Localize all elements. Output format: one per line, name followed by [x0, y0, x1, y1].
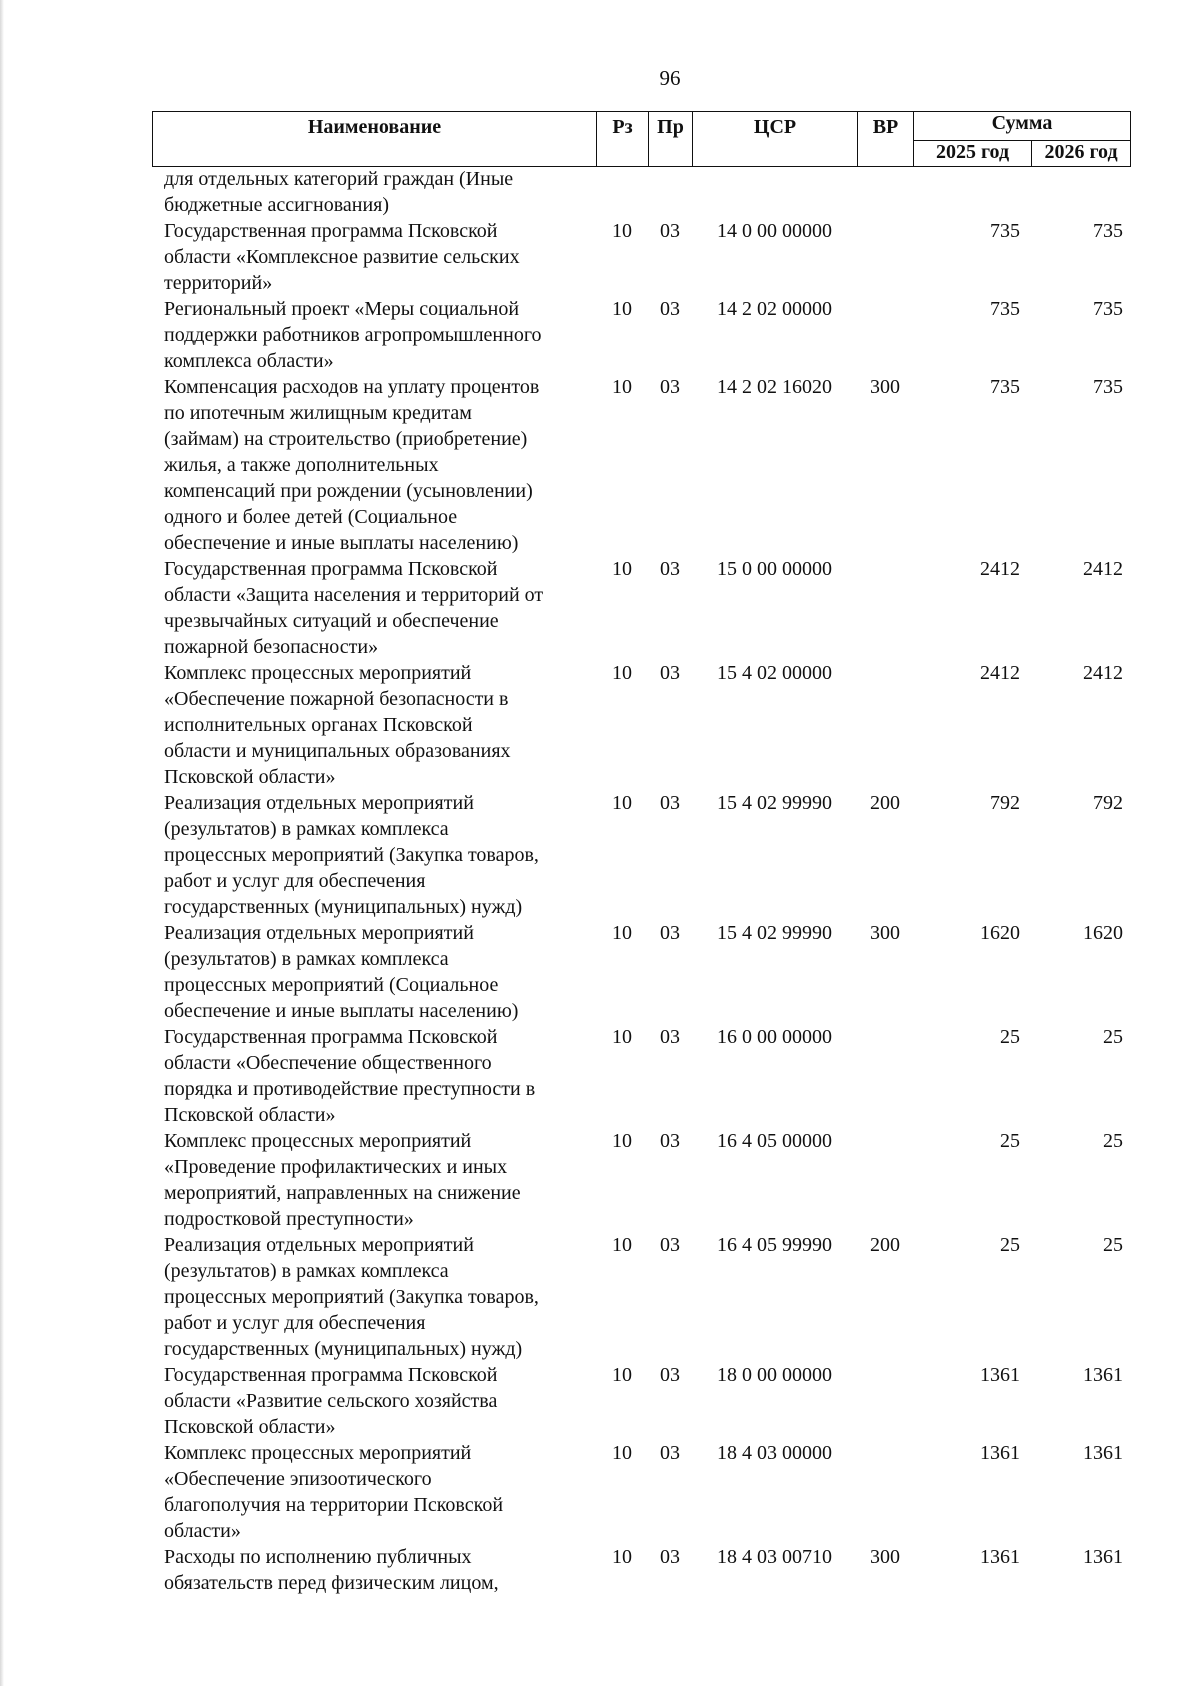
row-name-line: (займам) на строительство (приобретение) — [164, 428, 528, 450]
row-name-line: бюджетные ассигнования) — [164, 194, 390, 216]
row-sum-2025: 25 — [1000, 1130, 1020, 1152]
row-name — [152, 1128, 596, 1232]
row-name — [152, 1024, 596, 1128]
row-vr: 300 — [870, 1546, 900, 1568]
row-name-line: (результатов) в рамках комплекса — [164, 818, 449, 840]
row-name-line: территорий» — [164, 272, 273, 294]
row-name-line: Государственная программа Псковской — [164, 220, 498, 242]
row-name-line: одного и более детей (Социальное — [164, 506, 458, 528]
row-vr: 300 — [870, 376, 900, 398]
row-sum-2025: 735 — [990, 298, 1020, 320]
row-pr: 03 — [660, 1442, 680, 1464]
row-name-line: области и муниципальных образованиях — [164, 740, 511, 762]
table-row — [152, 1024, 1130, 1128]
row-name-line: Псковской области» — [164, 766, 336, 788]
row-pr: 03 — [660, 376, 680, 398]
row-rz: 10 — [612, 1234, 632, 1256]
row-rz: 10 — [612, 922, 632, 944]
row-name — [152, 218, 596, 296]
row-name — [152, 920, 596, 1024]
row-name-line: поддержки работников агропромышленного — [164, 324, 542, 346]
row-name-line: Компенсация расходов на уплату процентов — [164, 376, 540, 398]
row-name-line: Комплекс процессных мероприятий — [164, 662, 472, 684]
row-name — [152, 790, 596, 920]
row-name-line: Псковской области» — [164, 1416, 336, 1438]
row-pr: 03 — [660, 662, 680, 684]
table-row — [152, 374, 1130, 556]
row-name-line: «Проведение профилактических и иных — [164, 1156, 508, 1178]
row-rz: 10 — [612, 1546, 632, 1568]
row-sum-2025: 735 — [990, 376, 1020, 398]
header-year-2026: 2026 год — [1032, 141, 1131, 167]
row-name-line: процессных мероприятий (Закупка товаров, — [164, 844, 539, 866]
header-vr: ВР — [858, 112, 914, 167]
header-pr: Пр — [649, 112, 693, 167]
row-sum-2025: 2412 — [980, 558, 1020, 580]
row-name — [152, 296, 596, 374]
row-vr: 200 — [870, 792, 900, 814]
row-rz: 10 — [612, 1442, 632, 1464]
row-name-line: Комплекс процессных мероприятий — [164, 1130, 472, 1152]
row-rz: 10 — [612, 792, 632, 814]
row-name — [152, 556, 596, 660]
row-sum-2026: 792 — [1093, 792, 1123, 814]
header-csr: ЦСР — [693, 112, 858, 167]
row-name-line: процессных мероприятий (Социальное — [164, 974, 499, 996]
table-row — [152, 296, 1130, 374]
row-rz: 10 — [612, 1026, 632, 1048]
table-row — [152, 1128, 1130, 1232]
row-pr: 03 — [660, 220, 680, 242]
scan-edge — [0, 0, 4, 1686]
row-name — [152, 374, 596, 556]
page-number: 96 — [659, 66, 681, 90]
row-pr: 03 — [660, 1026, 680, 1048]
row-name-line: подростковой преступности» — [164, 1208, 414, 1230]
row-sum-2026: 25 — [1103, 1026, 1123, 1048]
row-pr: 03 — [660, 1130, 680, 1152]
row-csr: 18 4 03 00710 — [717, 1546, 832, 1568]
row-pr: 03 — [660, 922, 680, 944]
row-sum-2026: 1620 — [1083, 922, 1123, 944]
row-csr: 16 4 05 99990 — [717, 1234, 832, 1256]
row-name-line: «Обеспечение эпизоотического — [164, 1468, 432, 1490]
row-sum-2026: 735 — [1093, 376, 1123, 398]
row-name-line: Государственная программа Псковской — [164, 558, 498, 580]
row-name-line: Комплекс процессных мероприятий — [164, 1442, 472, 1464]
row-sum-2025: 735 — [990, 220, 1020, 242]
row-name-line: по ипотечным жилищным кредитам — [164, 402, 472, 424]
row-sum-2025: 792 — [990, 792, 1020, 814]
row-name-line: Псковской области» — [164, 1104, 336, 1126]
row-rz: 10 — [612, 376, 632, 398]
table-row — [152, 218, 1130, 296]
row-name — [152, 1232, 596, 1362]
table-row — [152, 1440, 1130, 1544]
table-row — [152, 166, 1130, 218]
row-name-line: работ и услуг для обеспечения — [164, 870, 426, 892]
row-name-line: Государственная программа Псковской — [164, 1026, 498, 1048]
row-name-line: обеспечение и иные выплаты населению) — [164, 532, 519, 554]
row-vr: 200 — [870, 1234, 900, 1256]
row-csr: 15 4 02 99990 — [717, 792, 832, 814]
row-csr: 14 2 02 00000 — [717, 298, 832, 320]
row-sum-2025: 1361 — [980, 1546, 1020, 1568]
row-csr: 15 0 00 00000 — [717, 558, 832, 580]
row-name-line: Реализация отдельных мероприятий — [164, 792, 474, 814]
row-sum-2026: 25 — [1103, 1130, 1123, 1152]
row-name — [152, 166, 596, 218]
row-name — [152, 1544, 596, 1596]
row-name-line: работ и услуг для обеспечения — [164, 1312, 426, 1334]
row-name-line: Реализация отдельных мероприятий — [164, 1234, 474, 1256]
row-sum-2026: 1361 — [1083, 1364, 1123, 1386]
row-name-line: для отдельных категорий граждан (Иные — [164, 168, 514, 190]
header-name: Наименование — [153, 112, 597, 167]
row-sum-2025: 25 — [1000, 1234, 1020, 1256]
row-sum-2025: 1620 — [980, 922, 1020, 944]
row-pr: 03 — [660, 558, 680, 580]
row-sum-2026: 735 — [1093, 298, 1123, 320]
row-rz: 10 — [612, 558, 632, 580]
row-name-line: процессных мероприятий (Закупка товаров, — [164, 1286, 539, 1308]
row-sum-2026: 735 — [1093, 220, 1123, 242]
row-name-line: комплекса области» — [164, 350, 334, 372]
row-name-line: «Обеспечение пожарной безопасности в — [164, 688, 509, 710]
row-name-line: порядка и противодействие преступности в — [164, 1078, 536, 1100]
row-pr: 03 — [660, 298, 680, 320]
table-header — [152, 111, 1131, 167]
row-csr: 14 2 02 16020 — [717, 376, 832, 398]
row-name-line: области «Защита населения и территорий от — [164, 584, 544, 606]
row-name-line: исполнительных органах Псковской — [164, 714, 473, 736]
table-row — [152, 920, 1130, 1024]
row-csr: 14 0 00 00000 — [717, 220, 832, 242]
row-sum-2025: 1361 — [980, 1364, 1020, 1386]
row-pr: 03 — [660, 792, 680, 814]
row-name-line: жилья, а также дополнительных — [164, 454, 439, 476]
row-csr: 18 4 03 00000 — [717, 1442, 832, 1464]
header-rz: Рз — [597, 112, 649, 167]
row-name-line: компенсаций при рождении (усыновлении) — [164, 480, 533, 502]
row-name-line: Расходы по исполнению публичных — [164, 1546, 472, 1568]
table-row — [152, 790, 1130, 920]
table-row — [152, 1232, 1130, 1362]
row-name-line: обязательств перед физическим лицом, — [164, 1572, 499, 1594]
row-sum-2026: 2412 — [1083, 662, 1123, 684]
row-rz: 10 — [612, 298, 632, 320]
row-name-line: Государственная программа Псковской — [164, 1364, 498, 1386]
row-name-line: обеспечение и иные выплаты населению) — [164, 1000, 519, 1022]
row-rz: 10 — [612, 662, 632, 684]
row-name — [152, 660, 596, 790]
row-rz: 10 — [612, 1364, 632, 1386]
row-sum-2025: 2412 — [980, 662, 1020, 684]
row-name-line: области «Комплексное развитие сельских — [164, 246, 520, 268]
row-csr: 15 4 02 00000 — [717, 662, 832, 684]
table-row — [152, 660, 1130, 790]
row-vr: 300 — [870, 922, 900, 944]
row-rz: 10 — [612, 1130, 632, 1152]
row-name-line: Региональный проект «Меры социальной — [164, 298, 520, 320]
row-name-line: области» — [164, 1520, 241, 1542]
row-name-line: (результатов) в рамках комплекса — [164, 1260, 449, 1282]
row-name — [152, 1440, 596, 1544]
row-name-line: (результатов) в рамках комплекса — [164, 948, 449, 970]
row-pr: 03 — [660, 1234, 680, 1256]
row-pr: 03 — [660, 1546, 680, 1568]
header-year-2025: 2025 год — [914, 141, 1032, 167]
table-body — [152, 166, 1130, 1596]
row-name-line: Реализация отдельных мероприятий — [164, 922, 474, 944]
row-sum-2026: 25 — [1103, 1234, 1123, 1256]
row-name-line: государственных (муниципальных) нужд) — [164, 896, 523, 918]
row-sum-2026: 1361 — [1083, 1546, 1123, 1568]
row-csr: 16 4 05 00000 — [717, 1130, 832, 1152]
row-name — [152, 1362, 596, 1440]
table-row — [152, 1362, 1130, 1440]
table-row — [152, 1544, 1130, 1596]
row-name-line: мероприятий, направленных на снижение — [164, 1182, 521, 1204]
row-name-line: государственных (муниципальных) нужд) — [164, 1338, 523, 1360]
row-name-line: благополучия на территории Псковской — [164, 1494, 504, 1516]
row-name-line: чрезвычайных ситуаций и обеспечение — [164, 610, 499, 632]
table-row — [152, 556, 1130, 660]
header-sum: Сумма — [914, 112, 1131, 141]
row-csr: 18 0 00 00000 — [717, 1364, 832, 1386]
row-name-line: области «Развитие сельского хозяйства — [164, 1390, 498, 1412]
row-rz: 10 — [612, 220, 632, 242]
row-sum-2026: 1361 — [1083, 1442, 1123, 1464]
row-name-line: пожарной безопасности» — [164, 636, 379, 658]
row-sum-2026: 2412 — [1083, 558, 1123, 580]
row-pr: 03 — [660, 1364, 680, 1386]
row-name-line: области «Обеспечение общественного — [164, 1052, 492, 1074]
row-sum-2025: 25 — [1000, 1026, 1020, 1048]
row-sum-2025: 1361 — [980, 1442, 1020, 1464]
row-csr: 15 4 02 99990 — [717, 922, 832, 944]
row-csr: 16 0 00 00000 — [717, 1026, 832, 1048]
